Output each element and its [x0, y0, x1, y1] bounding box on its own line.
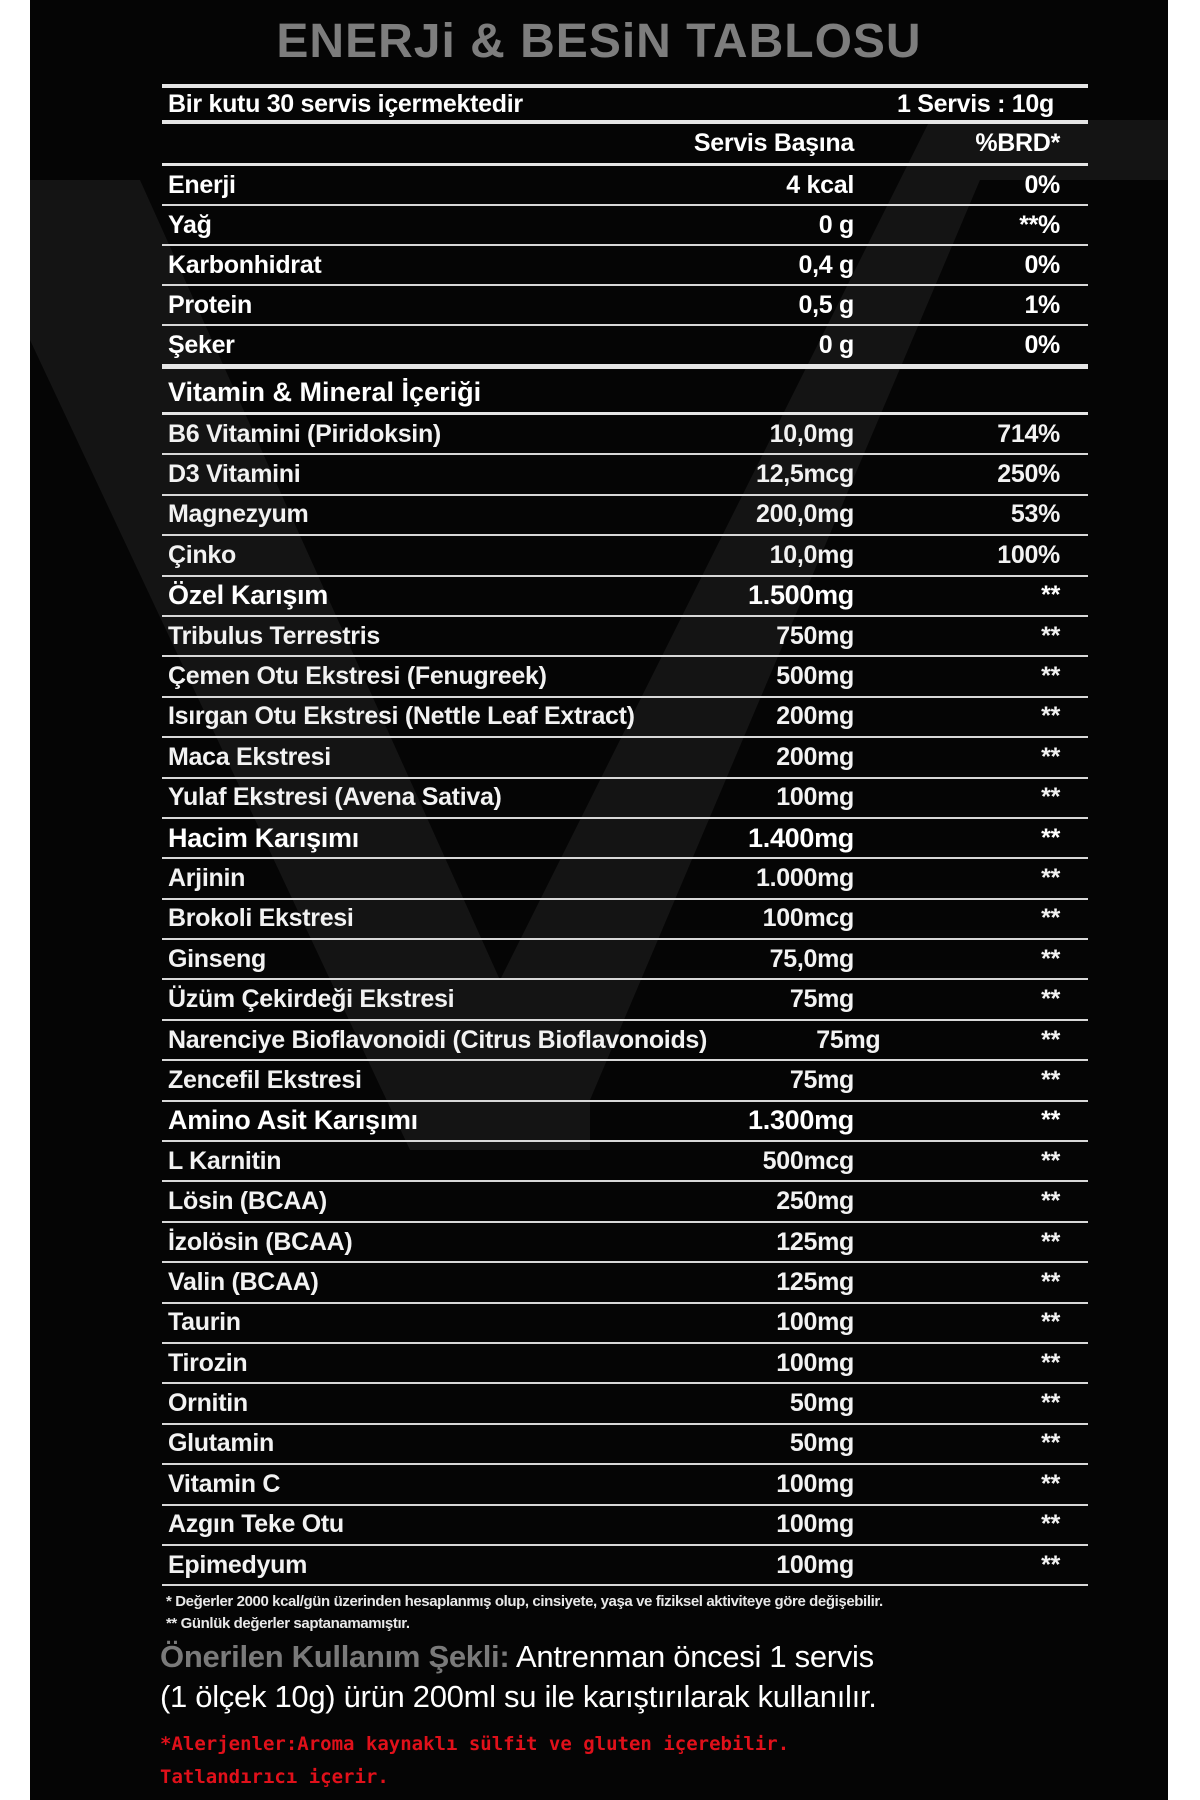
nutrient-name: Taurin — [168, 1308, 241, 1337]
nutrient-name: Şeker — [168, 330, 235, 359]
nutrient-name: B6 Vitamini (Piridoksin) — [168, 419, 441, 448]
nutrient-name: Epimedyum — [168, 1550, 307, 1579]
allergen-line1: *Alerjenler:Aroma kaynaklı sülfit ve gluten içerebilir. — [160, 1733, 790, 1755]
nutrient-rdi-percent: ** — [1041, 1267, 1060, 1296]
footnote-rdi: * Değerler 2000 kcal/gün üzerinden hesaplanmış olup, cinsiyete, yaşa ve fiziksel aktiviteye göre değişebilir. — [166, 1593, 883, 1610]
nutrient-amount: 100mg — [776, 783, 854, 812]
nutrient-amount: 0,4 g — [798, 250, 854, 279]
nutrient-amount: 200mg — [776, 742, 854, 771]
energy-row — [162, 166, 1088, 206]
ingredient-row — [162, 1344, 1088, 1384]
nutrient-rdi-percent: ** — [1041, 1429, 1060, 1458]
rdi-header: %BRD* — [975, 129, 1060, 157]
ingredient-row — [162, 657, 1088, 697]
nutrient-rdi-percent: ** — [1041, 621, 1060, 650]
ingredient-row — [162, 1142, 1088, 1182]
nutrient-rdi-percent: ** — [1041, 904, 1060, 933]
nutrient-rdi-percent: ** — [1041, 985, 1060, 1014]
nutrient-rdi-percent: ** — [1041, 742, 1060, 771]
nutrient-amount: 100mg — [776, 1510, 854, 1539]
nutrient-name: Çinko — [168, 540, 236, 569]
nutrient-name: Isırgan Otu Ekstresi (Nettle Leaf Extract) — [168, 702, 635, 731]
column-header-row — [162, 124, 1088, 166]
nutrient-rdi-percent: 0% — [1024, 330, 1060, 359]
ingredient-row — [162, 900, 1088, 940]
ingredient-row — [162, 1465, 1088, 1505]
ingredient-row — [162, 1506, 1088, 1546]
ingredient-row — [162, 698, 1088, 738]
nutrient-rdi-percent: ** — [1041, 1510, 1060, 1539]
nutrient-name: Azgın Teke Otu — [168, 1510, 344, 1539]
nutrition-table — [162, 84, 1088, 1586]
allergen-warning — [160, 1728, 1120, 1794]
nutrient-amount: 1.000mg — [756, 863, 854, 892]
nutrient-name: Karbonhidrat — [168, 250, 322, 279]
nutrient-amount: 125mg — [776, 1267, 854, 1296]
nutrient-rdi-percent: ** — [1041, 944, 1060, 973]
ingredient-row — [162, 496, 1088, 536]
per-serving-header: Servis Başına — [693, 129, 854, 157]
ingredient-row — [162, 1182, 1088, 1222]
nutrient-rdi-percent: 0% — [1024, 250, 1060, 279]
ingredient-row — [162, 980, 1088, 1020]
nutrient-rdi-percent: ** — [1041, 1550, 1060, 1579]
nutrient-name: Tirozin — [168, 1348, 248, 1377]
nutrient-amount: 500mcg — [762, 1146, 854, 1175]
nutrient-name: Çemen Otu Ekstresi (Fenugreek) — [168, 662, 547, 691]
ingredient-row — [162, 536, 1088, 576]
nutrient-name: Magnezyum — [168, 500, 309, 529]
nutrient-amount: 100mg — [776, 1469, 854, 1498]
ingredient-row — [162, 1425, 1088, 1465]
nutrient-amount: 4 kcal — [786, 170, 854, 199]
blend-row — [162, 819, 1088, 859]
energy-row — [162, 286, 1088, 326]
nutrient-rdi-percent: ** — [1041, 863, 1060, 892]
footnotes — [166, 1591, 1096, 1635]
nutrient-name: İzolösin (BCAA) — [168, 1227, 353, 1256]
nutrient-name: Lösin (BCAA) — [168, 1187, 327, 1216]
nutrient-name: Ornitin — [168, 1389, 248, 1418]
nutrient-name: Özel Karışım — [168, 580, 328, 611]
ingredient-row — [162, 859, 1088, 899]
nutrient-amount: 100mg — [776, 1550, 854, 1579]
energy-rows — [162, 166, 1088, 366]
nutrient-amount: 50mg — [789, 1429, 854, 1458]
usage-text-line2: (1 ölçek 10g) ürün 200ml su ile karıştırılarak kullanılır. — [160, 1679, 877, 1714]
nutrient-rdi-percent: ** — [1041, 823, 1060, 852]
nutrient-rdi-percent: ** — [1041, 1227, 1060, 1256]
nutrient-rdi-percent: 53% — [1010, 500, 1060, 529]
nutrient-amount: 12,5mcg — [756, 460, 854, 489]
nutrient-amount: 125mg — [776, 1227, 854, 1256]
nutrient-amount: 0 g — [818, 330, 854, 359]
nutrient-name: Yağ — [168, 210, 212, 239]
nutrient-name: D3 Vitamini — [168, 460, 301, 489]
serving-header-row — [162, 88, 1088, 124]
ingredient-row — [162, 1384, 1088, 1424]
nutrient-name: Maca Ekstresi — [168, 742, 331, 771]
nutrient-amount: 50mg — [789, 1389, 854, 1418]
nutrient-rdi-percent: ** — [1041, 581, 1060, 610]
nutrient-rdi-percent: ** — [1041, 702, 1060, 731]
nutrient-name: Tribulus Terrestris — [168, 621, 380, 650]
nutrient-amount: 1.500mg — [748, 580, 854, 611]
nutrient-amount: 10,0mg — [769, 540, 854, 569]
blend-row — [162, 577, 1088, 617]
nutrient-rdi-percent: **% — [1019, 210, 1060, 239]
nutrient-amount: 1.400mg — [748, 822, 854, 853]
nutrient-rdi-percent: 100% — [997, 540, 1060, 569]
nutrient-name: Ginseng — [168, 944, 266, 973]
nutrient-name: Valin (BCAA) — [168, 1267, 319, 1296]
nutrient-name: L Karnitin — [168, 1146, 282, 1175]
ingredient-row — [162, 1263, 1088, 1303]
nutrient-name: Üzüm Çekirdeği Ekstresi — [168, 985, 455, 1014]
ingredient-row — [162, 1021, 1088, 1061]
nutrient-name: Protein — [168, 290, 253, 319]
energy-row — [162, 206, 1088, 246]
usage-text-line1: Antrenman öncesi 1 servis — [509, 1639, 874, 1674]
ingredient-row — [162, 1546, 1088, 1586]
nutrient-amount: 10,0mg — [769, 419, 854, 448]
nutrient-amount: 1.300mg — [748, 1105, 854, 1136]
nutrient-amount: 200,0mg — [756, 500, 854, 529]
blend-row — [162, 1102, 1088, 1142]
nutrient-rdi-percent: 1% — [1024, 290, 1060, 319]
nutrient-rdi-percent: ** — [1041, 783, 1060, 812]
ingredient-row — [162, 1304, 1088, 1344]
nutrient-amount: 75mg — [789, 1065, 854, 1094]
nutrient-amount: 0 g — [818, 210, 854, 239]
nutrient-name: Yulaf Ekstresi (Avena Sativa) — [168, 783, 502, 812]
nutrient-name: Zencefil Ekstresi — [168, 1065, 362, 1094]
nutrient-rdi-percent: 250% — [997, 460, 1060, 489]
nutrient-amount: 100mg — [776, 1308, 854, 1337]
nutrient-rdi-percent: ** — [1041, 1469, 1060, 1498]
nutrient-amount: 250mg — [776, 1187, 854, 1216]
nutrient-rdi-percent: ** — [1041, 1389, 1060, 1418]
nutrient-rdi-percent: ** — [1041, 1187, 1060, 1216]
ingredient-row — [162, 1061, 1088, 1101]
allergen-line2: Tatlandırıcı içerir. — [160, 1766, 389, 1788]
nutrient-amount: 0,5 g — [798, 290, 854, 319]
ingredient-rows — [162, 415, 1088, 1586]
nutrient-amount: 200mg — [776, 702, 854, 731]
nutrient-name: Glutamin — [168, 1429, 274, 1458]
nutrient-name: Enerji — [168, 170, 236, 199]
nutrient-rdi-percent: ** — [1041, 1308, 1060, 1337]
footnote-undetermined: ** Günlük değerler saptanamamıştır. — [166, 1615, 410, 1632]
usage-label: Önerilen Kullanım Şekli: — [160, 1639, 510, 1674]
nutrient-rdi-percent: ** — [1041, 1065, 1060, 1094]
nutrient-amount: 500mg — [776, 662, 854, 691]
nutrient-rdi-percent: ** — [1041, 1348, 1060, 1377]
ingredient-row — [162, 779, 1088, 819]
usage-instructions — [160, 1637, 1120, 1717]
nutrient-rdi-percent: 0% — [1024, 170, 1060, 199]
nutrient-rdi-percent: ** — [1041, 1106, 1060, 1135]
nutrient-amount: 750mg — [776, 621, 854, 650]
ingredient-row — [162, 415, 1088, 455]
nutrient-amount: 75,0mg — [769, 944, 854, 973]
nutrient-name: Hacim Karışımı — [168, 822, 359, 853]
nutrient-name: Amino Asit Karışımı — [168, 1105, 418, 1136]
ingredient-row — [162, 1223, 1088, 1263]
nutrient-rdi-percent: ** — [1041, 1025, 1060, 1054]
servings-per-box: Bir kutu 30 servis içermektedir — [168, 89, 523, 118]
nutrient-amount: 100mcg — [762, 904, 854, 933]
page-title: ENERJi & BESiN TABLOSU — [276, 15, 922, 68]
ingredient-row — [162, 617, 1088, 657]
nutrition-panel — [30, 0, 1168, 1800]
ingredient-row — [162, 455, 1088, 495]
nutrient-amount: 75mg — [816, 1025, 881, 1054]
vitamin-section-title: Vitamin & Mineral İçeriği — [162, 369, 1088, 415]
serving-size: 1 Servis : 10g — [896, 89, 1054, 118]
nutrient-rdi-percent: 714% — [997, 419, 1060, 448]
energy-row — [162, 326, 1088, 366]
energy-row — [162, 246, 1088, 286]
ingredient-row — [162, 738, 1088, 778]
nutrient-name: Brokoli Ekstresi — [168, 904, 354, 933]
nutrient-amount: 75mg — [789, 985, 854, 1014]
ingredient-row — [162, 940, 1088, 980]
nutrient-name: Vitamin C — [168, 1469, 281, 1498]
nutrient-rdi-percent: ** — [1041, 1146, 1060, 1175]
nutrient-name: Arjinin — [168, 863, 246, 892]
nutrient-rdi-percent: ** — [1041, 662, 1060, 691]
nutrient-name: Narenciye Bioflavonoidi (Citrus Bioflavonoids) — [168, 1025, 708, 1054]
nutrient-amount: 100mg — [776, 1348, 854, 1377]
